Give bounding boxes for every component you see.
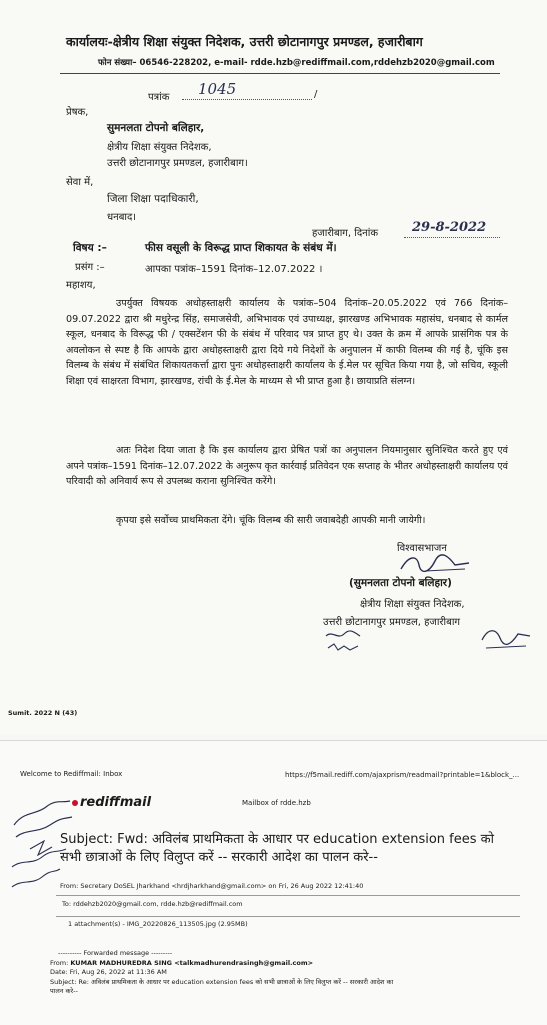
fwd-subject-cont: पालन करे-- xyxy=(50,987,78,995)
fwd-from-value: KUMAR MADHUREDRA SING <talkmadhurendrasingh@gmail.com> xyxy=(70,959,314,967)
mail-attachment[interactable]: 1 attachment(s) - IMG_20220826_113505.jpg (2.95MB) xyxy=(68,920,248,928)
sender-name: सुमनलता टोपनो बलिहार, xyxy=(107,122,205,134)
office-contact: फोन संख्या– 06546-228202, e-mail- rdde.hzb@rediffmail.com,rddehzb2020@gmail.com xyxy=(98,58,495,68)
email-printout xyxy=(0,740,547,1025)
fwd-header: ---------- Forwarded message --------- xyxy=(58,949,173,957)
handwritten-initials-left xyxy=(324,628,370,654)
mailbox-label: Mailbox of rdde.hzb xyxy=(242,799,311,807)
letter-no-value: 1045 xyxy=(198,80,237,98)
sender-office: उत्तरी छोटानागपुर प्रमण्डल, हजारीबाग। xyxy=(107,158,248,169)
signatory-designation: क्षेत्रीय शिक्षा संयुक्त निदेशक, xyxy=(360,599,465,610)
mail-subject-line-2: सभी छात्राओं के लिए विलुप्त करें -- सरकारी आदेश का पालन करे-- xyxy=(60,850,378,865)
reference-text: आपका पत्रांक–1591 दिनांक–12.07.2022 । xyxy=(145,264,323,275)
handwritten-initials-right xyxy=(478,626,534,654)
office-title: कार्यालयः-क्षेत्रीय शिक्षा संयुक्त निदेशक, उत्तरी छोटानागपुर प्रमण्डल, हजारीबाग xyxy=(66,34,423,49)
mail-subject-line-1: Subject: Fwd: अविलंब प्राथमिकता के आधार पर education extension fees को xyxy=(60,832,495,847)
reference-label: प्रसंग :– xyxy=(75,262,105,273)
subject-text: फीस वसूली के विरूद्ध प्राप्त शिकायत के संबंध में। xyxy=(145,242,337,254)
mail-to: To: rddehzb2020@gmail.com, rdde.hzb@rediffmail.com xyxy=(62,900,243,908)
paragraph-1: उपर्युक्त विषयक अधोहस्ताक्षरी कार्यालय के पत्रांक–504 दिनांक–20.05.2022 एवं 766 दिनांक–09.07.2022 द्वारा श्री मधुरेन्द्र सिंह, समाजसेवी, अभिभावक एवं उपाध्यक्ष, झारखण्ड अभिभावक महासंघ, धनबाद से कार्मल स्कूल, धनबाद के विरूद्ध फी / एक्सटेंशन फी के संबंध में परिवाद पत्र प्राप्त हुए थे। उक्त के क्रम में आपके प्रासंगिक पत्र के अवलोकन से स्पष्ट है कि आपके द्वारा अधोहस्ताक्षरी द्वारा दिये गये निदेशों के अनुपालन में काफी विलम्ब की गई है, चूंकि इस विलम्ब के संबंध में संबंधित शिकायतकर्त्ता द्वारा पुनः अधोहस्ताक्षरी कार्यालय के ई.मेल पर सूचित किया गया है, जो सचिव, स्कूली शिक्षा एवं साक्षरता विभाग, झारखण्ड, रांची के ई.मेल के माध्यम से भी प्राप्त हुआ है। छायाप्रति संलग्न। xyxy=(66,298,508,387)
subject-label: विषय :– xyxy=(73,242,107,254)
header-rule xyxy=(60,73,500,74)
sender-label: प्रेषक, xyxy=(66,107,89,118)
mail-url: https://f5mail.rediff.com/ajaxprism/readmail?printable=1&block_... xyxy=(285,771,520,779)
fwd-from xyxy=(50,959,313,967)
signatory-office: उत्तरी छोटानागपुर प्रमण्डल, हजारीबाग xyxy=(323,617,461,628)
mail-divider-1 xyxy=(56,895,520,896)
paragraph-3: कृपया इसे सर्वोच्च प्राथमिकता देंगे। चूंकि विलम्ब की सारी जवाबदेही आपकी मानी जायेगी। xyxy=(116,515,426,526)
to-place: धनबाद। xyxy=(107,212,137,223)
to-label: सेवा में, xyxy=(66,177,94,188)
fwd-date: Date: Fri, Aug 26, 2022 at 11:36 AM xyxy=(50,968,167,976)
letter-no-suffix: / xyxy=(314,89,318,100)
signatory-name: (सुमनलता टोपनो बलिहार) xyxy=(349,577,452,589)
fwd-subject: Subject: Re: अविलंब प्राथमिकता के आधार पर education extension fees को सभी छात्राओं के लिए विलुप्त करें -- सरकारी आदेश का xyxy=(50,978,394,986)
mail-welcome: Welcome to Rediffmail: Inbox xyxy=(20,770,123,778)
signature-mark xyxy=(395,551,475,577)
paragraph-2: अतः निदेश दिया जाता है कि इस कार्यालय द्वारा प्रेषित पत्रों का अनुपालन नियमानुसार सुनिश्चित करते हुए एवं अपने पत्रांक–1591 दिनांक–12.07.2022 के अनुरूप कृत कार्रवाई प्रतिवेदन एक सप्ताह के भीतर अधोहस्ताक्षरी कार्यालय एवं परिवादी को अनिवार्य रूप से उपलब्ध कराना सुनिश्चित करेंगे। xyxy=(66,445,508,488)
mail-divider-2 xyxy=(56,916,520,917)
date-dotted-line xyxy=(404,237,500,238)
rediffmail-brand: rediffmail xyxy=(80,795,152,810)
footer-code: Sumit. 2022 N (43) xyxy=(8,709,78,717)
closing: विश्वासभाजन xyxy=(397,543,447,554)
sender-designation: क्षेत्रीय शिक्षा संयुक्त निदेशक, xyxy=(107,142,212,153)
rediffmail-logo xyxy=(72,795,151,810)
letter-no-dotted-line xyxy=(182,99,312,100)
date-label: हजारीबाग, दिनांक xyxy=(312,228,379,239)
fwd-from-label: From: xyxy=(50,959,69,967)
letter-no-label: पत्रांक xyxy=(148,92,170,103)
date-value: 29-8-2022 xyxy=(412,220,487,235)
salutation: महाशय, xyxy=(66,280,96,291)
mail-from: From: Secretary DoSEL Jharkhand <hrdjharkhand@gmail.com> on Fri, 26 Aug 2022 12:41:40 xyxy=(60,882,364,890)
to-name: जिला शिक्षा पदाधिकारी, xyxy=(107,193,199,205)
